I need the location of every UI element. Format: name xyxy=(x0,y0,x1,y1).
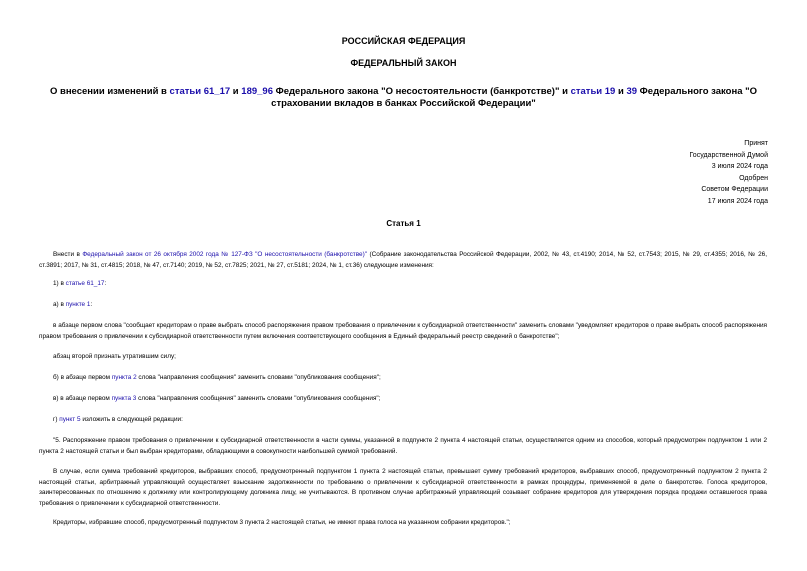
paragraph xyxy=(39,279,767,290)
paragraph: В случае, если сумма требований кредиторов, выбравших способ, предусмотренный подпунктом 1 пункта 2 настоящей статьи, превышает сумму требований кредиторов, выбравших способ, предусмотренный подпунктом 2 пункта 2 настоящей статьи, арбитражный управляющий осуществляет взыскание задолженности по требованию о привлечении к субсидиарной ответственности в рамках процедуры, применяемой в деле о банкротстве. Голоса кредиторов, заинтересованных по отношению к должнику или контролирующему должника лицу, не учитываются. В противном случае арбитражный управляющий созывает собрание кредиторов для утверждения порядка продажи оставшегося права требования о привлечении к субсидиарной ответственности. xyxy=(39,468,767,507)
link-article-189-96[interactable]: 189_96 xyxy=(241,86,273,97)
paragraph: абзац второй признать утратившим силу; xyxy=(53,353,176,360)
adoption-line: Государственной Думой xyxy=(689,151,768,159)
paragraph xyxy=(39,415,767,426)
link-federal-law-127[interactable]: Федеральный закон от 26 октября 2002 года № 127-ФЗ "О несостоятельности (банкротстве)" xyxy=(82,251,368,258)
paragraph xyxy=(39,300,767,311)
adoption-block xyxy=(689,138,768,207)
paragraph xyxy=(39,394,767,405)
paragraph-text: слова "направления сообщения" заменить словами "опубликования сообщения"; xyxy=(136,374,381,381)
header-doc-type: ФЕДЕРАЛЬНЫЙ ЗАКОН xyxy=(350,58,457,68)
article-heading: Статья 1 xyxy=(386,219,421,228)
paragraph: Кредиторы, избравшие способ, предусмотренный подпунктом 3 пункта 2 настоящей статьи, не имеют права голоса на указанном собрании кредиторов."; xyxy=(53,519,511,526)
paragraph-text: Внести в xyxy=(53,251,83,258)
link-point-5[interactable]: пункт 5 xyxy=(59,416,81,423)
paragraph-text: : xyxy=(104,280,107,287)
paragraph-text: : xyxy=(90,301,93,308)
adoption-line: Одобрен xyxy=(739,174,768,182)
paragraph: "5. Распоряжение правом требования о привлечении к субсидиарной ответственности в части суммы, указанной в подпункте 2 пункта 4 настоящей статьи, осуществляется одним из способов, который предусмотрен подпунктом 1 или 2 пункта 2 настоящей статьи и был выбран кредиторами, обладающими в совокупности наибольшей суммой требований. xyxy=(39,437,767,455)
title-text: Федерального закона "О страховании вкладов в банках Российской Федерации" xyxy=(271,86,758,109)
paragraph-text: б) в абзаце первом xyxy=(53,374,112,381)
link-article-61-17[interactable]: статье 61_17 xyxy=(65,280,105,287)
paragraph xyxy=(39,250,767,271)
adoption-date: 3 июля 2024 года xyxy=(711,163,768,170)
paragraph xyxy=(39,373,767,384)
title-text: и xyxy=(615,86,627,97)
law-title xyxy=(30,86,777,110)
paragraph-text: 1) в xyxy=(53,280,66,287)
link-point-3[interactable]: пункта 3 xyxy=(111,395,137,402)
adoption-line: Принят xyxy=(744,140,768,147)
header-country: РОССИЙСКАЯ ФЕДЕРАЦИЯ xyxy=(341,36,466,46)
link-point-1[interactable]: пункте 1 xyxy=(65,301,91,308)
paragraph-text: в) в абзаце первом xyxy=(53,395,112,402)
link-article-19[interactable]: статьи 19 xyxy=(570,86,616,97)
adoption-date: 17 июля 2024 года xyxy=(707,197,768,205)
title-text: Федерального закона "О несостоятельности (банкротстве)" и xyxy=(272,86,571,97)
paragraph-text: изложить в следующей редакции: xyxy=(80,416,183,423)
paragraph-text: а) в xyxy=(53,301,66,308)
title-text: и xyxy=(230,86,242,97)
paragraph-text: слова "направления сообщения" заменить словами "опубликования сообщения"; xyxy=(136,395,381,402)
title-text: О внесении изменений в xyxy=(49,86,170,97)
link-article-61-17[interactable]: статьи 61_17 xyxy=(169,86,231,97)
paragraph-text: г) xyxy=(53,416,60,423)
link-article-39[interactable]: 39 xyxy=(626,86,638,97)
paragraph-text: (Собрание законодательства Российской Федерации, 2002, № 43, ст.4190; 2014, № 52, ст.7543; 2015, № 29, ст.4355; 2016, № 26, ст.3891; 2017, № 31, ст.4815; 2018, № 47, ст.7140; 2019, № 52, ст.7825; 2021, № 27, ст.5181; 2024, № 1, ст.36) следующие изменения: xyxy=(39,251,767,269)
link-point-2[interactable]: пункта 2 xyxy=(111,374,137,381)
adoption-line: Советом Федерации xyxy=(701,186,768,193)
paragraph: в абзаце первом слова "сообщает кредиторам о праве выбрать способ распоряжения правом требования о привлечении к субсидиарной ответственности" заменить словами "уведомляет кредиторов о праве выбрать способ распоряжения правом требования о привлечении к субсидиарной ответственности путем включения соответствующего сообщения в Единый федеральный реестр сведений о банкротстве"; xyxy=(39,322,767,340)
